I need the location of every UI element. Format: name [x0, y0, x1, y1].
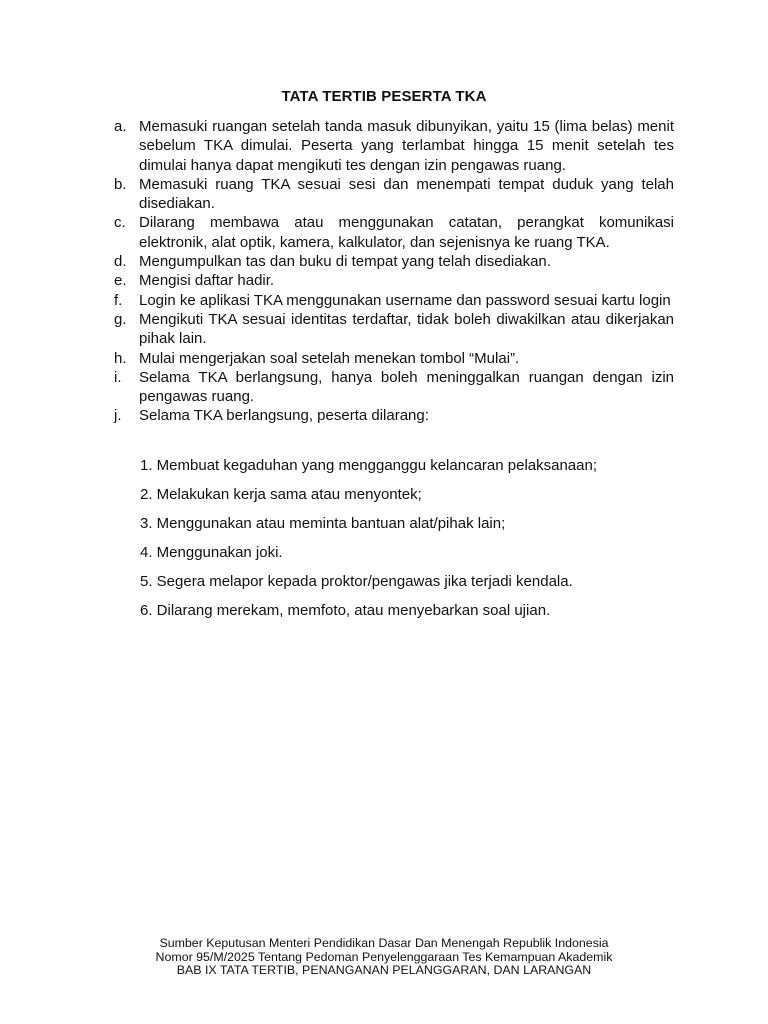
rule-marker: a.: [114, 118, 127, 135]
prohibition-item: 6. Dilarang merekam, memfoto, atau menyebarkan soal ujian.: [140, 602, 551, 619]
footer-decree-line: Nomor 95/M/2025 Tentang Pedoman Penyelenggaraan Tes Kemampuan Akademik: [155, 949, 613, 964]
rule-item: [114, 252, 674, 271]
document-title: TATA TERTIB PESERTA TKA: [281, 88, 487, 105]
prohibition-item: 5. Segera melapor kepada proktor/pengawas jika terjadi kendala.: [140, 573, 573, 590]
rule-text: Selama TKA berlangsung, peserta dilarang:: [139, 407, 429, 425]
source-footer: [0, 937, 768, 978]
prohibition-item: 3. Menggunakan atau meminta bantuan alat/pihak lain;: [140, 515, 506, 532]
rule-text: Dilarang membawa atau menggunakan catatan, perangkat komunikasi elektronik, alat optik, kamera, kalkulator, dan sejenisnya ke ruang TKA.: [139, 214, 674, 251]
prohibition-item: 1. Membuat kegaduhan yang mengganggu kelancaran pelaksanaan;: [140, 457, 598, 474]
rule-item: [114, 368, 674, 407]
rule-marker: e.: [114, 272, 127, 290]
rule-marker: c.: [114, 214, 126, 232]
rule-text: Mengisi daftar hadir.: [139, 272, 275, 290]
rule-item: [114, 406, 674, 425]
rule-text: Memasuki ruangan setelah tanda masuk dibunyikan, yaitu 15 (lima belas) menit sebelum TKA dimulai. Peserta yang terlambat hingga 15 menit setelah tes dimulai hanya dapat mengikuti tes dengan izin pengawas ruang.: [139, 118, 674, 174]
rule-marker: b.: [114, 175, 127, 193]
rule-marker: i.: [114, 368, 122, 386]
prohibition-item: 4. Menggunakan joki.: [140, 544, 283, 561]
rules-list: [114, 117, 674, 426]
footer-chapter-line: BAB IX TATA TERTIB, PENANGANAN PELANGGARAN, DAN LARANGAN: [176, 963, 592, 978]
rule-item: [114, 175, 674, 214]
rule-marker: g.: [114, 310, 127, 328]
rule-item: [114, 117, 674, 175]
rule-marker: f.: [114, 291, 123, 309]
rule-text: Memasuki ruang TKA sesuai sesi dan menempati tempat duduk yang telah disediakan.: [139, 175, 674, 213]
rule-marker: h.: [114, 349, 127, 367]
prohibition-item: 2. Melakukan kerja sama atau menyontek;: [140, 486, 422, 503]
rule-marker: j.: [114, 407, 122, 425]
rule-marker: d.: [114, 253, 127, 271]
rule-text: Selama TKA berlangsung, hanya boleh meninggalkan ruangan dengan izin pengawas ruang.: [139, 368, 674, 406]
rule-text: Mulai mengerjakan soal setelah menekan tombol “Mulai”.: [139, 349, 520, 367]
rule-item: [114, 291, 674, 310]
rule-item: [114, 271, 674, 290]
rule-text: Mengikuti TKA sesuai identitas terdaftar, tidak boleh diwakilkan atau dikerjakan pihak lain.: [139, 310, 674, 348]
rule-item: [114, 310, 674, 349]
prohibitions-list: [140, 456, 660, 630]
footer-source-line: Sumber Keputusan Menteri Pendidikan Dasar Dan Menengah Republik Indonesia: [159, 936, 609, 950]
rule-text: Login ke aplikasi TKA menggunakan username dan password sesuai kartu login: [139, 291, 671, 309]
rule-item: [114, 213, 674, 252]
rule-item: [114, 349, 674, 368]
rule-text: Mengumpulkan tas dan buku di tempat yang telah disediakan.: [139, 253, 551, 271]
